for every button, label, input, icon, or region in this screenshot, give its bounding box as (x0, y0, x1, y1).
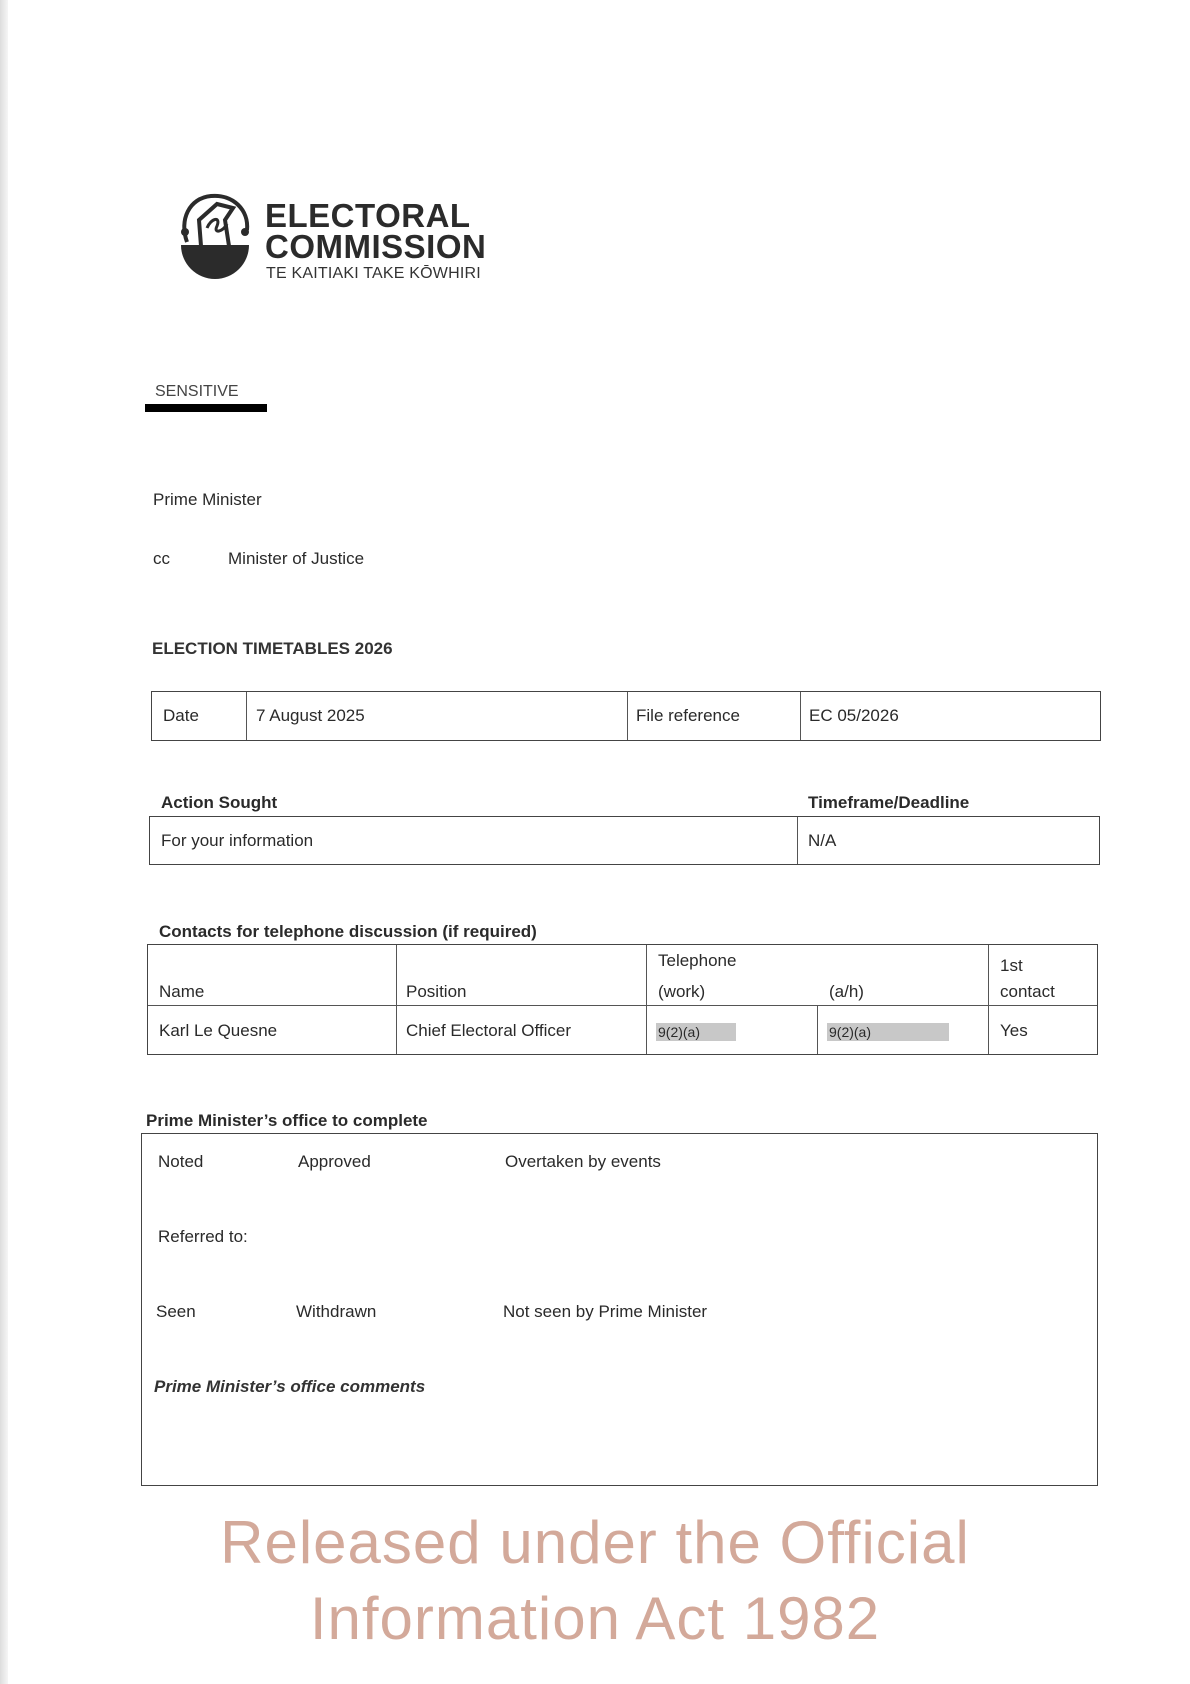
redaction-bar (145, 404, 267, 412)
document-title: ELECTION TIMETABLES 2026 (152, 639, 393, 658)
approved-option: Approved (298, 1152, 371, 1171)
header-first-2: contact (1000, 982, 1055, 1001)
oia-watermark: Released under the Official Information Act 1982 (220, 1509, 970, 1652)
header-position: Position (406, 982, 467, 1001)
withdrawn-option: Withdrawn (296, 1302, 377, 1321)
date-label: Date (163, 706, 199, 725)
cc-label: cc (153, 549, 170, 568)
seen-option: Seen (156, 1302, 196, 1321)
contact-work-redacted: 9(2)(a) (656, 1023, 736, 1041)
header-work: (work) (658, 982, 706, 1001)
classification-label: SENSITIVE (155, 383, 239, 400)
action-sought-label: Action Sought (161, 793, 278, 812)
noted-option: Noted (158, 1152, 204, 1171)
header-first-1: 1st (1000, 956, 1023, 975)
contact-position: Chief Electoral Officer (406, 1021, 572, 1040)
pm-office-label: Prime Minister’s office to complete (146, 1111, 428, 1130)
file-reference-value: EC 05/2026 (809, 706, 899, 725)
date-value: 7 August 2025 (256, 706, 365, 725)
addressee: Prime Minister (153, 490, 262, 509)
contact-first: Yes (1000, 1021, 1028, 1040)
action-table (149, 816, 1100, 865)
header-telephone: Telephone (658, 951, 737, 970)
cc-value: Minister of Justice (228, 549, 365, 568)
info-table (151, 691, 1101, 741)
contact-ah-redacted: 9(2)(a) (827, 1023, 949, 1041)
contacts-table (147, 944, 1098, 1055)
comments-label: Prime Minister’s office comments (154, 1377, 426, 1396)
ballot-hand-icon (177, 190, 253, 290)
deadline-value: N/A (808, 831, 837, 850)
logo-line-3: TE KAITIAKI TAKE KŌWHIRI (266, 265, 481, 282)
pm-office-box (141, 1133, 1098, 1486)
file-reference-label: File reference (636, 706, 740, 725)
overtaken-option: Overtaken by events (505, 1152, 661, 1171)
action-value: For your information (161, 831, 314, 850)
logo-line-2: COMMISSION (265, 228, 487, 265)
referred-to-label: Referred to: (158, 1227, 248, 1246)
header-ah: (a/h) (829, 982, 864, 1001)
header-name: Name (159, 982, 205, 1001)
logo-line-1: ELECTORAL (265, 197, 471, 234)
not-seen-option: Not seen by Prime Minister (503, 1302, 708, 1321)
contact-name: Karl Le Quesne (159, 1021, 278, 1040)
deadline-label: Timeframe/Deadline (808, 793, 970, 812)
contacts-label: Contacts for telephone discussion (if required) (159, 922, 537, 941)
scan-edge (0, 0, 8, 1684)
